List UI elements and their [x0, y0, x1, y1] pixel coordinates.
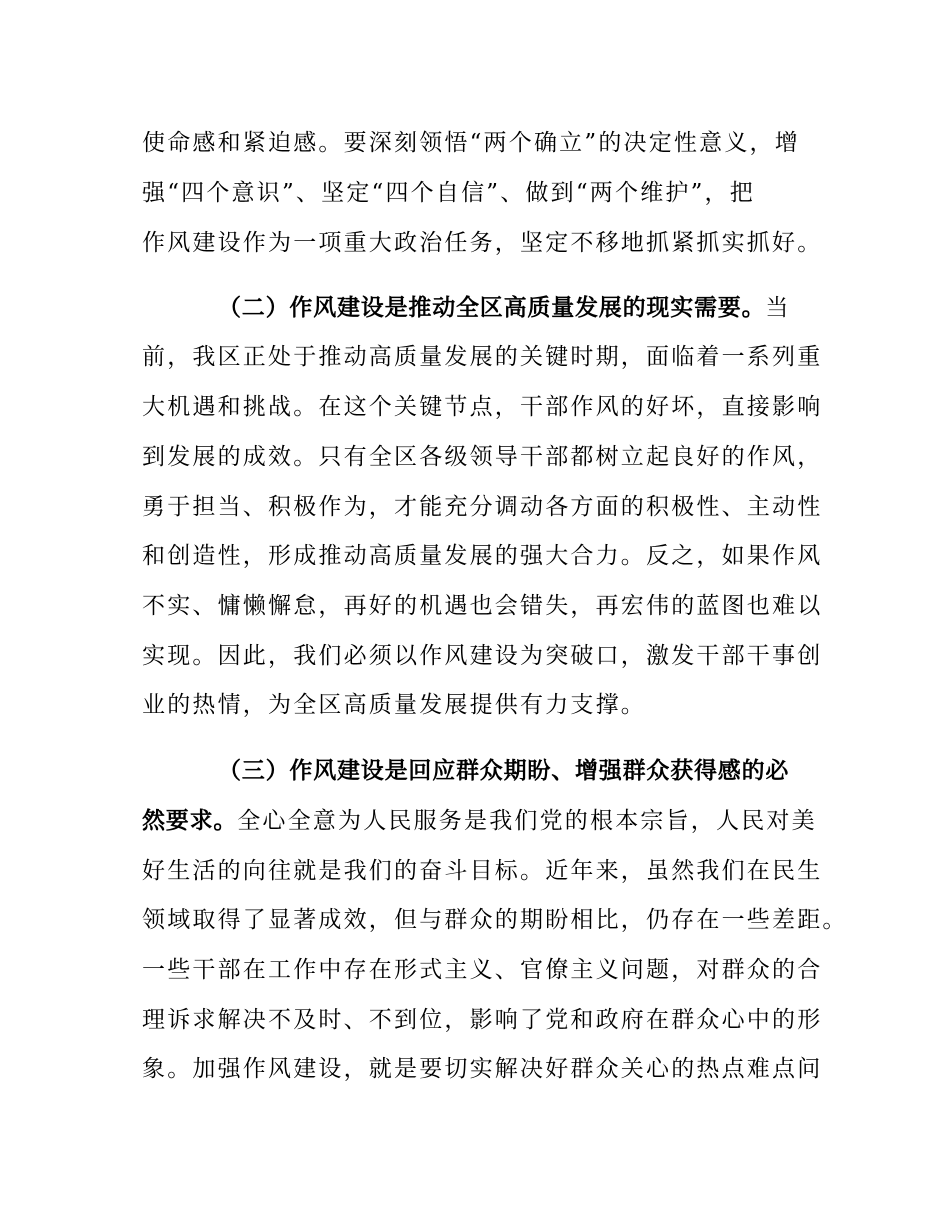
- text-line: 作风建设作为一项重大政治任务，坚定不移地抓紧抓实抓好。: [142, 230, 823, 256]
- text-line: 一些干部在工作中存在形式主义、官僚主义问题，对群众的合: [142, 957, 823, 983]
- text-line: 业的热情，为全区高质量发展提供有力支撑。: [142, 692, 646, 718]
- text-run: 全心全意为人民服务是我们党的根本宗旨，人民对美: [237, 808, 817, 834]
- text-line: 好生活的向往就是我们的奋斗目标。近年来，虽然我们在民生: [142, 858, 823, 884]
- text-line: 强“四个意识”、坚定“四个自信”、做到“两个维护”，把: [142, 180, 755, 206]
- text-line: 使命感和紧迫感。要深刻领悟“两个确立”的决定性意义，增: [142, 130, 800, 156]
- text-line: 实现。因此，我们必须以作风建设为突破口，激发干部干事创: [142, 643, 823, 669]
- text-line: 不实、慵懒懈怠，再好的机遇也会错失，再宏伟的蓝图也难以: [142, 593, 823, 619]
- text-line: 象。加强作风建设，就是要切实解决好群众关心的热点难点问: [142, 1056, 823, 1082]
- text-line: 前，我区正处于推动高质量发展的关键时期，面临着一系列重: [142, 344, 823, 370]
- section-heading-3: （三）作风建设是回应群众期盼、增强群众获得感的必: [218, 758, 790, 784]
- paragraph-2-first-line: [218, 293, 791, 323]
- section-heading-2: （二）作风建设是推动全区高质量发展的现实需要。: [218, 295, 766, 321]
- section-heading-3-cont: 然要求。: [142, 808, 238, 834]
- text-line: 大机遇和挑战。在这个关键节点，干部作风的好坏，直接影响: [142, 394, 823, 420]
- text-line: 和创造性，形成推动高质量发展的强大合力。反之，如果作风: [142, 543, 823, 569]
- text-line: 领域取得了显著成效，但与群众的期盼相比，仍存在一些差距。: [142, 907, 848, 933]
- text-run: 当: [765, 295, 791, 321]
- text-line: 勇于担当、积极作为，才能充分调动各方面的积极性、主动性: [142, 494, 823, 520]
- text-line: 到发展的成效。只有全区各级领导干部都树立起良好的作风，: [142, 444, 823, 470]
- paragraph-3-first-line: [218, 756, 789, 786]
- paragraph-3-second-line: [142, 806, 817, 836]
- text-line: 理诉求解决不及时、不到位，影响了党和政府在群众心中的形: [142, 1007, 823, 1033]
